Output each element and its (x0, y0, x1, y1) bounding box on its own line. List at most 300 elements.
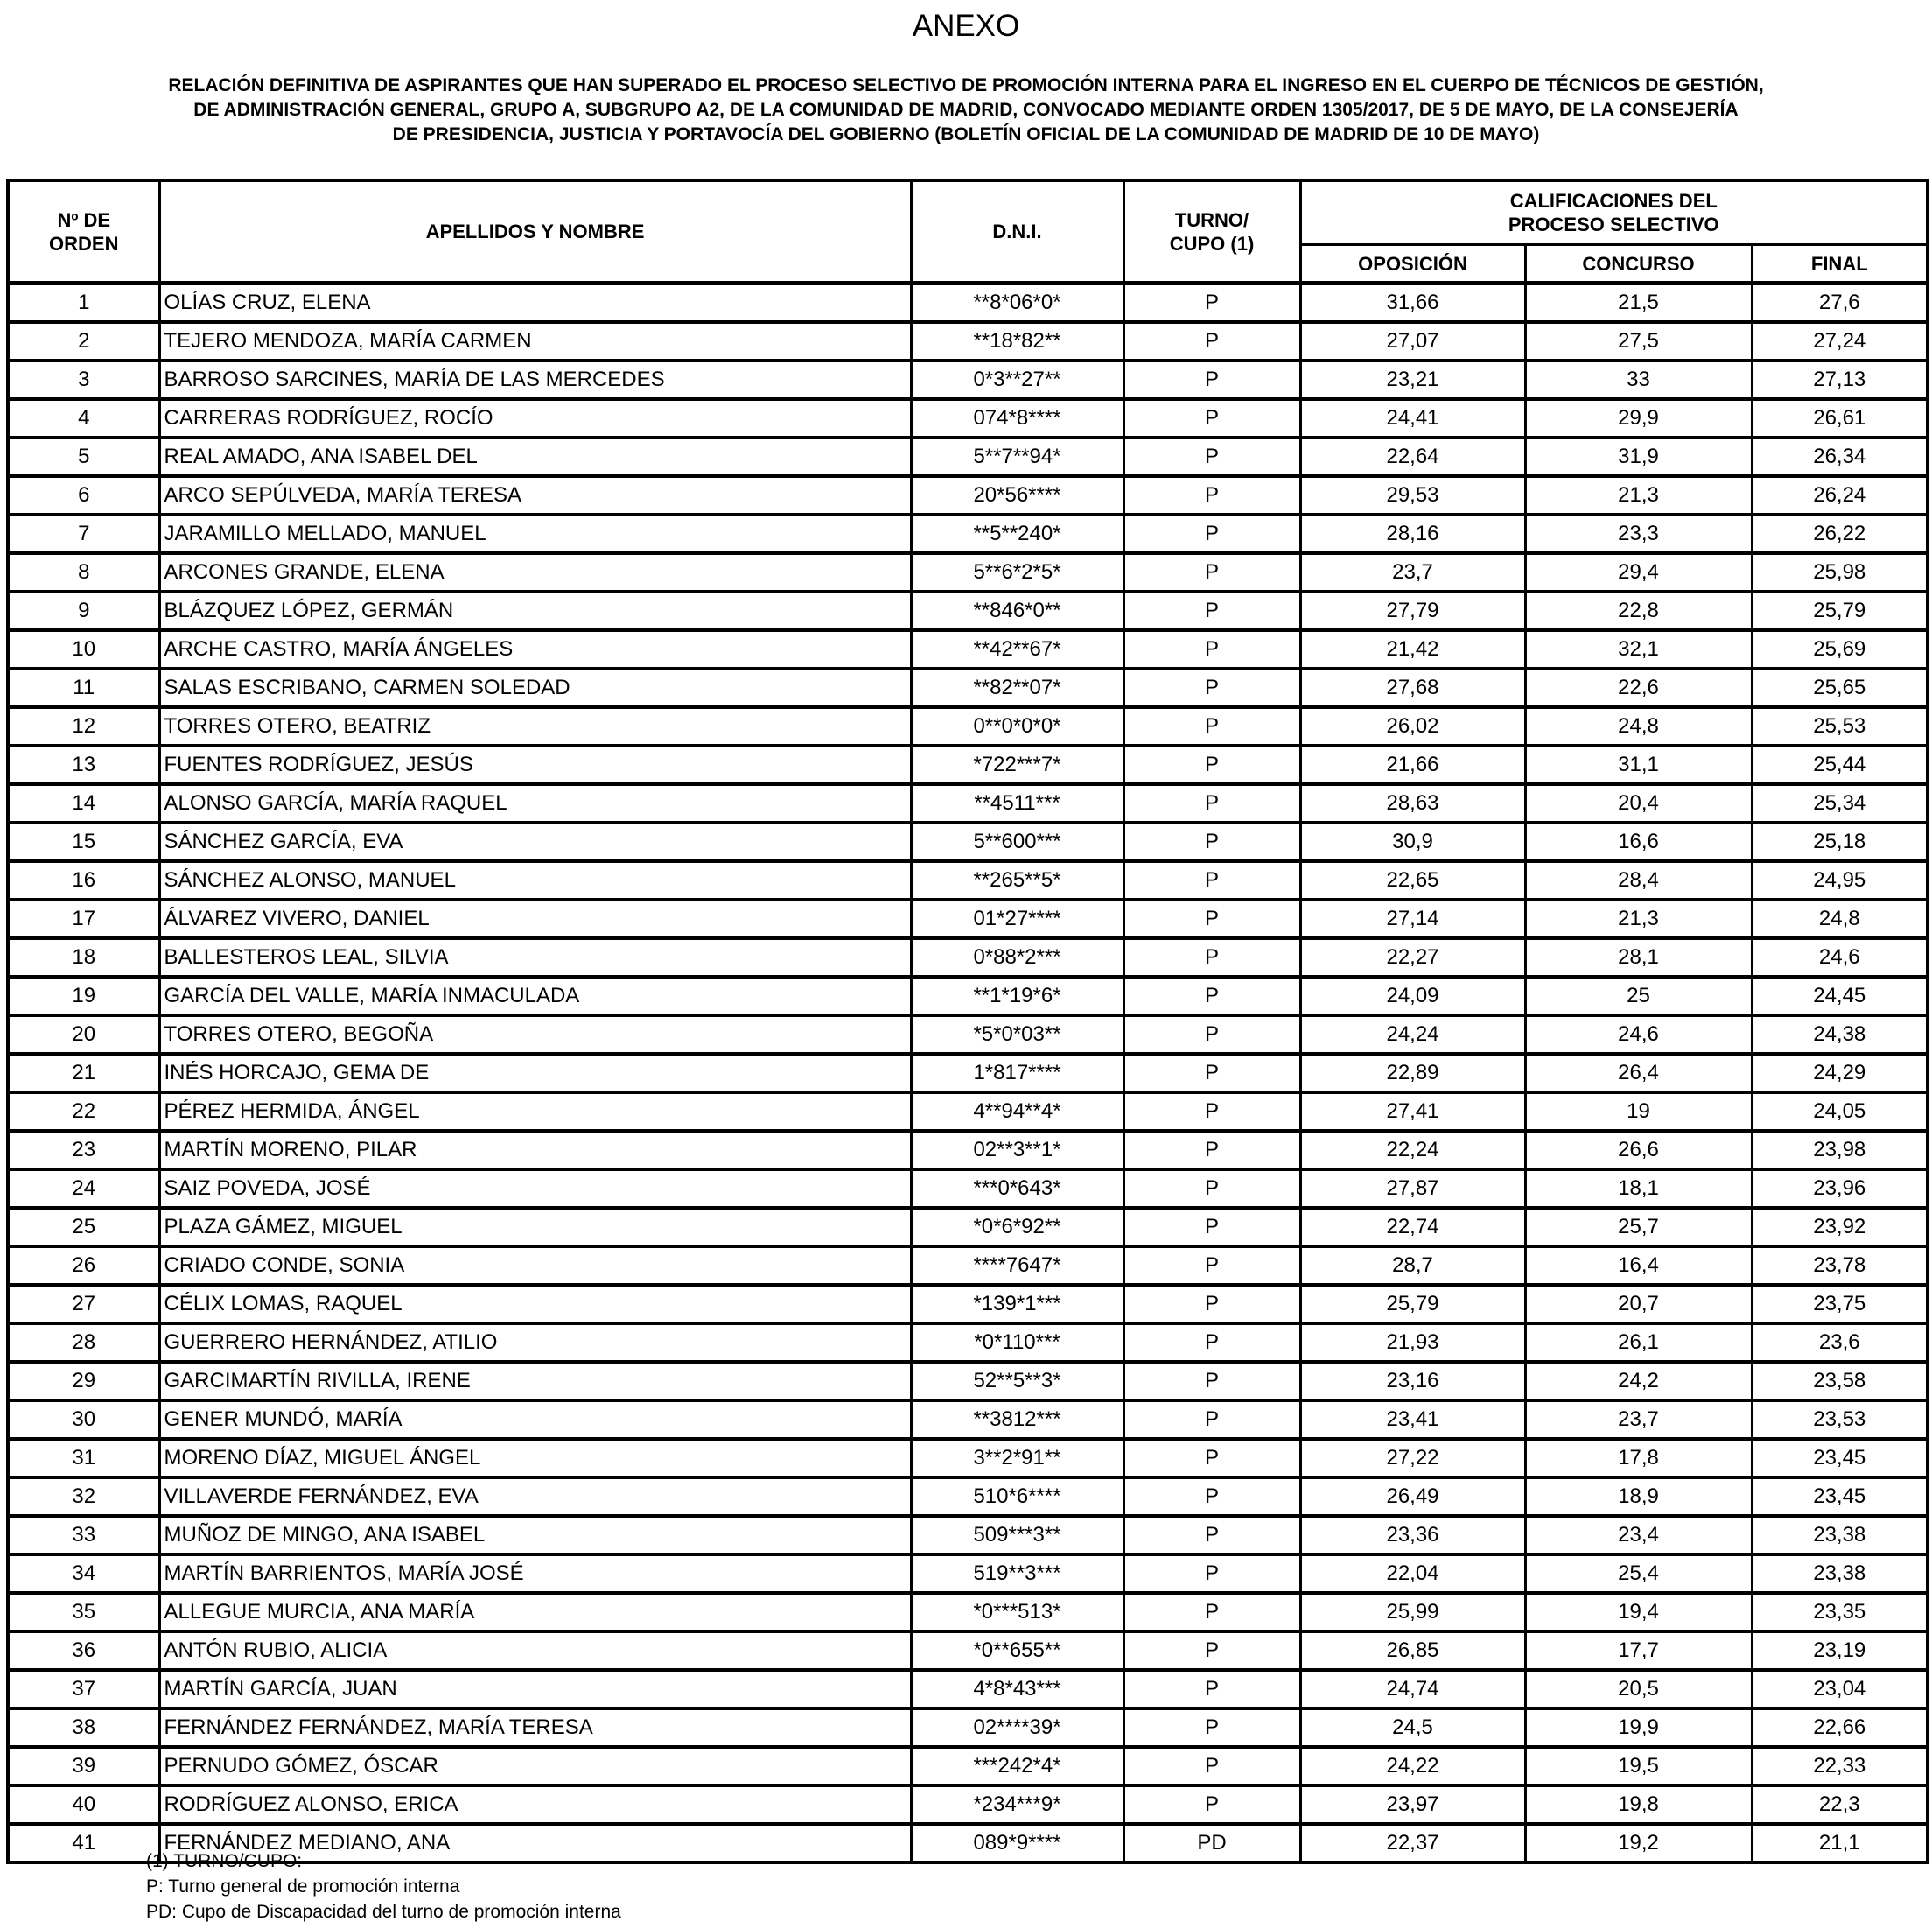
cell-dni: **1*19*6* (911, 977, 1124, 1015)
cell-nombre: ARCO SEPÚLVEDA, MARÍA TERESA (159, 476, 911, 515)
subtitle-line: RELACIÓN DEFINITIVA DE ASPIRANTES QUE HAN SUPERADO EL PROCESO SELECTIVO DE PROMOCIÓN INTERNA PARA EL INGRESO EN EL CUERPO DE TÉCNICOS DE GESTIÓN, (168, 75, 1764, 95)
cell-final: 22,66 (1752, 1708, 1928, 1747)
cell-final: 23,35 (1752, 1593, 1928, 1631)
cell-concurso: 31,9 (1525, 438, 1752, 476)
cell-turno: P (1124, 900, 1300, 938)
cell-concurso: 19,8 (1525, 1785, 1752, 1824)
table-row (8, 707, 1928, 746)
cell-dni: *139*1*** (911, 1285, 1124, 1323)
cell-nombre: FERNÁNDEZ FERNÁNDEZ, MARÍA TERESA (159, 1708, 911, 1747)
cell-turno: P (1124, 1323, 1300, 1362)
footnote-line: P: Turno general de promoción interna (146, 1876, 460, 1897)
cell-final: 23,38 (1752, 1554, 1928, 1593)
cell-orden: 17 (8, 900, 159, 938)
cell-concurso: 33 (1525, 361, 1752, 399)
cell-concurso: 21,3 (1525, 476, 1752, 515)
cell-orden: 29 (8, 1362, 159, 1400)
cell-dni: 20*56**** (911, 476, 1124, 515)
cell-turno: P (1124, 977, 1300, 1015)
cell-concurso: 21,5 (1525, 284, 1752, 323)
cell-turno: P (1124, 1747, 1300, 1785)
table-row (8, 977, 1928, 1015)
cell-final: 23,19 (1752, 1631, 1928, 1670)
cell-concurso: 26,4 (1525, 1054, 1752, 1092)
cell-orden: 35 (8, 1593, 159, 1631)
cell-turno: P (1124, 746, 1300, 784)
cell-concurso: 26,6 (1525, 1131, 1752, 1169)
cell-orden: 14 (8, 784, 159, 823)
table-row (8, 669, 1928, 707)
cell-dni: ***0*643* (911, 1169, 1124, 1208)
cell-dni: *0*110*** (911, 1323, 1124, 1362)
table-row (8, 399, 1928, 438)
cell-final: 23,58 (1752, 1362, 1928, 1400)
cell-dni: *0***513* (911, 1593, 1124, 1631)
document-subtitle (0, 74, 1932, 147)
cell-nombre: ARCONES GRANDE, ELENA (159, 553, 911, 592)
cell-oposicion: 25,79 (1300, 1285, 1525, 1323)
cell-final: 24,45 (1752, 977, 1928, 1015)
table-row (8, 1054, 1928, 1092)
cell-oposicion: 27,07 (1300, 322, 1525, 361)
cell-dni: **42**67* (911, 630, 1124, 669)
cell-turno: P (1124, 1400, 1300, 1439)
cell-concurso: 18,9 (1525, 1477, 1752, 1516)
cell-concurso: 24,6 (1525, 1015, 1752, 1054)
cell-oposicion: 28,7 (1300, 1246, 1525, 1285)
footnote-line: (1) TURNO/CUPO: (146, 1851, 303, 1871)
cell-oposicion: 21,42 (1300, 630, 1525, 669)
cell-orden: 8 (8, 553, 159, 592)
cell-dni: 509***3** (911, 1516, 1124, 1554)
cell-nombre: CRIADO CONDE, SONIA (159, 1246, 911, 1285)
cell-concurso: 25,7 (1525, 1208, 1752, 1246)
table-row (8, 1708, 1928, 1747)
cell-orden: 34 (8, 1554, 159, 1593)
cell-final: 25,98 (1752, 553, 1928, 592)
cell-nombre: JARAMILLO MELLADO, MANUEL (159, 515, 911, 553)
cell-orden: 19 (8, 977, 159, 1015)
cell-concurso: 32,1 (1525, 630, 1752, 669)
cell-nombre: BARROSO SARCINES, MARÍA DE LAS MERCEDES (159, 361, 911, 399)
header-nombre: APELLIDOS Y NOMBRE (159, 180, 911, 284)
table-row (8, 938, 1928, 977)
cell-turno: P (1124, 553, 1300, 592)
cell-final: 27,13 (1752, 361, 1928, 399)
cell-nombre: MARTÍN BARRIENTOS, MARÍA JOSÉ (159, 1554, 911, 1593)
cell-dni: 510*6**** (911, 1477, 1124, 1516)
cell-concurso: 24,8 (1525, 707, 1752, 746)
table-row (8, 1554, 1928, 1593)
cell-dni: *234***9* (911, 1785, 1124, 1824)
cell-nombre: TORRES OTERO, BEGOÑA (159, 1015, 911, 1054)
table-row (8, 592, 1928, 630)
cell-nombre: GARCIMARTÍN RIVILLA, IRENE (159, 1362, 911, 1400)
cell-turno: P (1124, 1362, 1300, 1400)
cell-dni: 52**5**3* (911, 1362, 1124, 1400)
cell-concurso: 19,2 (1525, 1824, 1752, 1862)
cell-dni: 5**6*2*5* (911, 553, 1124, 592)
cell-final: 25,53 (1752, 707, 1928, 746)
cell-orden: 24 (8, 1169, 159, 1208)
cell-orden: 32 (8, 1477, 159, 1516)
cell-turno: P (1124, 1785, 1300, 1824)
cell-concurso: 23,4 (1525, 1516, 1752, 1554)
cell-oposicion: 26,85 (1300, 1631, 1525, 1670)
cell-dni: **265**5* (911, 861, 1124, 900)
cell-nombre: MORENO DÍAZ, MIGUEL ÁNGEL (159, 1439, 911, 1477)
cell-nombre: TEJERO MENDOZA, MARÍA CARMEN (159, 322, 911, 361)
cell-final: 23,38 (1752, 1516, 1928, 1554)
cell-final: 26,61 (1752, 399, 1928, 438)
cell-final: 23,45 (1752, 1439, 1928, 1477)
page-title: ANEXO (912, 9, 1020, 43)
cell-orden: 3 (8, 361, 159, 399)
cell-oposicion: 22,24 (1300, 1131, 1525, 1169)
cell-oposicion: 26,02 (1300, 707, 1525, 746)
cell-nombre: INÉS HORCAJO, GEMA DE (159, 1054, 911, 1092)
table-row (8, 1208, 1928, 1246)
table-row (8, 1631, 1928, 1670)
cell-dni: **8*06*0* (911, 284, 1124, 323)
table-row (8, 630, 1928, 669)
cell-turno: P (1124, 669, 1300, 707)
cell-final: 27,6 (1752, 284, 1928, 323)
cell-turno: P (1124, 284, 1300, 323)
cell-turno: P (1124, 1708, 1300, 1747)
cell-oposicion: 24,41 (1300, 399, 1525, 438)
cell-oposicion: 24,09 (1300, 977, 1525, 1015)
cell-dni: 1*817**** (911, 1054, 1124, 1092)
cell-nombre: GUERRERO HERNÁNDEZ, ATILIO (159, 1323, 911, 1362)
cell-nombre: MARTÍN MORENO, PILAR (159, 1131, 911, 1169)
cell-dni: 4*8*43*** (911, 1670, 1124, 1708)
cell-nombre: REAL AMADO, ANA ISABEL DEL (159, 438, 911, 476)
cell-concurso: 28,4 (1525, 861, 1752, 900)
cell-concurso: 20,7 (1525, 1285, 1752, 1323)
cell-turno: P (1124, 1285, 1300, 1323)
cell-turno: P (1124, 1554, 1300, 1593)
cell-orden: 18 (8, 938, 159, 977)
cell-orden: 2 (8, 322, 159, 361)
cell-dni: ****7647* (911, 1246, 1124, 1285)
cell-nombre: ALLEGUE MURCIA, ANA MARÍA (159, 1593, 911, 1631)
cell-orden: 23 (8, 1131, 159, 1169)
cell-concurso: 25 (1525, 977, 1752, 1015)
cell-nombre: ALONSO GARCÍA, MARÍA RAQUEL (159, 784, 911, 823)
cell-turno: P (1124, 823, 1300, 861)
table-row (8, 1439, 1928, 1477)
table-row (8, 900, 1928, 938)
cell-orden: 10 (8, 630, 159, 669)
cell-turno: P (1124, 1169, 1300, 1208)
cell-dni: ***242*4* (911, 1747, 1124, 1785)
cell-orden: 40 (8, 1785, 159, 1824)
cell-dni: 0*3**27** (911, 361, 1124, 399)
table-row (8, 1747, 1928, 1785)
cell-nombre: GARCÍA DEL VALLE, MARÍA INMACULADA (159, 977, 911, 1015)
cell-concurso: 29,9 (1525, 399, 1752, 438)
cell-turno: P (1124, 476, 1300, 515)
cell-dni: **3812*** (911, 1400, 1124, 1439)
subtitle-line: DE PRESIDENCIA, JUSTICIA Y PORTAVOCÍA DEL GOBIERNO (BOLETÍN OFICIAL DE LA COMUNIDAD DE MADRID DE 10 DE MAYO) (392, 124, 1540, 144)
cell-oposicion: 23,21 (1300, 361, 1525, 399)
cell-final: 23,78 (1752, 1246, 1928, 1285)
cell-orden: 38 (8, 1708, 159, 1747)
cell-dni: 0**0*0*0* (911, 707, 1124, 746)
table-row (8, 1246, 1928, 1285)
cell-turno: P (1124, 1516, 1300, 1554)
cell-concurso: 19,5 (1525, 1747, 1752, 1785)
cell-orden: 4 (8, 399, 159, 438)
header-oposicion: OPOSICIÓN (1300, 245, 1525, 284)
cell-turno: P (1124, 322, 1300, 361)
cell-oposicion: 27,14 (1300, 900, 1525, 938)
cell-nombre: MARTÍN GARCÍA, JUAN (159, 1670, 911, 1708)
cell-dni: *5*0*03** (911, 1015, 1124, 1054)
cell-oposicion: 25,99 (1300, 1593, 1525, 1631)
table-row (8, 823, 1928, 861)
cell-nombre: SÁNCHEZ GARCÍA, EVA (159, 823, 911, 861)
cell-concurso: 16,6 (1525, 823, 1752, 861)
table-row (8, 438, 1928, 476)
cell-final: 26,34 (1752, 438, 1928, 476)
cell-nombre: BLÁZQUEZ LÓPEZ, GERMÁN (159, 592, 911, 630)
cell-final: 23,96 (1752, 1169, 1928, 1208)
cell-orden: 39 (8, 1747, 159, 1785)
cell-oposicion: 22,65 (1300, 861, 1525, 900)
cell-orden: 11 (8, 669, 159, 707)
cell-final: 24,8 (1752, 900, 1928, 938)
cell-oposicion: 24,5 (1300, 1708, 1525, 1747)
table-row (8, 1362, 1928, 1400)
cell-final: 23,53 (1752, 1400, 1928, 1439)
cell-oposicion: 23,7 (1300, 553, 1525, 592)
cell-orden: 16 (8, 861, 159, 900)
cell-final: 26,22 (1752, 515, 1928, 553)
cell-concurso: 17,8 (1525, 1439, 1752, 1477)
cell-turno: P (1124, 630, 1300, 669)
cell-oposicion: 23,36 (1300, 1516, 1525, 1554)
cell-nombre: FUENTES RODRÍGUEZ, JESÚS (159, 746, 911, 784)
cell-concurso: 24,2 (1525, 1362, 1752, 1400)
cell-turno: P (1124, 1092, 1300, 1131)
cell-dni: 0*88*2*** (911, 938, 1124, 977)
cell-oposicion: 24,74 (1300, 1670, 1525, 1708)
cell-concurso: 23,3 (1525, 515, 1752, 553)
cell-oposicion: 29,53 (1300, 476, 1525, 515)
cell-orden: 33 (8, 1516, 159, 1554)
cell-turno: PD (1124, 1824, 1300, 1862)
cell-final: 21,1 (1752, 1824, 1928, 1862)
cell-concurso: 16,4 (1525, 1246, 1752, 1285)
table-row (8, 1477, 1928, 1516)
table-row (8, 1785, 1928, 1824)
cell-nombre: MUÑOZ DE MINGO, ANA ISABEL (159, 1516, 911, 1554)
cell-nombre: TORRES OTERO, BEATRIZ (159, 707, 911, 746)
cell-concurso: 19,9 (1525, 1708, 1752, 1747)
cell-final: 27,24 (1752, 322, 1928, 361)
cell-final: 25,69 (1752, 630, 1928, 669)
cell-final: 23,6 (1752, 1323, 1928, 1362)
cell-nombre: PLAZA GÁMEZ, MIGUEL (159, 1208, 911, 1246)
cell-orden: 27 (8, 1285, 159, 1323)
cell-concurso: 20,5 (1525, 1670, 1752, 1708)
cell-final: 25,18 (1752, 823, 1928, 861)
table-row (8, 1285, 1928, 1323)
cell-oposicion: 22,37 (1300, 1824, 1525, 1862)
cell-orden: 6 (8, 476, 159, 515)
cell-nombre: ÁLVAREZ VIVERO, DANIEL (159, 900, 911, 938)
table-row (8, 476, 1928, 515)
cell-dni: 074*8**** (911, 399, 1124, 438)
cell-nombre: CÉLIX LOMAS, RAQUEL (159, 1285, 911, 1323)
cell-concurso: 19 (1525, 1092, 1752, 1131)
cell-final: 24,38 (1752, 1015, 1928, 1054)
header-orden: Nº DE ORDEN (8, 180, 159, 284)
cell-orden: 21 (8, 1054, 159, 1092)
table-row (8, 1516, 1928, 1554)
cell-concurso: 22,8 (1525, 592, 1752, 630)
cell-turno: P (1124, 861, 1300, 900)
cell-orden: 28 (8, 1323, 159, 1362)
cell-dni: 02**3**1* (911, 1131, 1124, 1169)
cell-orden: 30 (8, 1400, 159, 1439)
cell-nombre: SÁNCHEZ ALONSO, MANUEL (159, 861, 911, 900)
cell-concurso: 19,4 (1525, 1593, 1752, 1631)
cell-dni: 089*9**** (911, 1824, 1124, 1862)
cell-nombre: GENER MUNDÓ, MARÍA (159, 1400, 911, 1439)
cell-dni: *0**655** (911, 1631, 1124, 1670)
table-row (8, 746, 1928, 784)
table-row (8, 1670, 1928, 1708)
cell-dni: 5**7**94* (911, 438, 1124, 476)
cell-orden: 26 (8, 1246, 159, 1285)
cell-turno: P (1124, 707, 1300, 746)
cell-oposicion: 27,79 (1300, 592, 1525, 630)
header-dni: D.N.I. (911, 180, 1124, 284)
cell-dni: 3**2*91** (911, 1439, 1124, 1477)
cell-oposicion: 24,24 (1300, 1015, 1525, 1054)
cell-oposicion: 27,41 (1300, 1092, 1525, 1131)
cell-turno: P (1124, 1670, 1300, 1708)
cell-oposicion: 31,66 (1300, 284, 1525, 323)
cell-orden: 1 (8, 284, 159, 323)
cell-oposicion: 23,41 (1300, 1400, 1525, 1439)
cell-orden: 5 (8, 438, 159, 476)
cell-final: 24,95 (1752, 861, 1928, 900)
cell-oposicion: 23,16 (1300, 1362, 1525, 1400)
cell-oposicion: 27,68 (1300, 669, 1525, 707)
cell-final: 22,3 (1752, 1785, 1928, 1824)
cell-turno: P (1124, 592, 1300, 630)
cell-concurso: 29,4 (1525, 553, 1752, 592)
cell-nombre: PERNUDO GÓMEZ, ÓSCAR (159, 1747, 911, 1785)
table-row (8, 1593, 1928, 1631)
cell-oposicion: 30,9 (1300, 823, 1525, 861)
header-turno: TURNO/ CUPO (1) (1124, 180, 1300, 284)
cell-nombre: ANTÓN RUBIO, ALICIA (159, 1631, 911, 1670)
cell-turno: P (1124, 1631, 1300, 1670)
cell-oposicion: 21,93 (1300, 1323, 1525, 1362)
cell-concurso: 31,1 (1525, 746, 1752, 784)
cell-oposicion: 28,16 (1300, 515, 1525, 553)
cell-nombre: CARRERAS RODRÍGUEZ, ROCÍO (159, 399, 911, 438)
cell-turno: P (1124, 399, 1300, 438)
cell-orden: 25 (8, 1208, 159, 1246)
cell-oposicion: 22,64 (1300, 438, 1525, 476)
footnotes (146, 1848, 621, 1925)
cell-final: 24,05 (1752, 1092, 1928, 1131)
table-row (8, 861, 1928, 900)
cell-dni: **82**07* (911, 669, 1124, 707)
table-row (8, 1015, 1928, 1054)
cell-concurso: 25,4 (1525, 1554, 1752, 1593)
cell-turno: P (1124, 438, 1300, 476)
cell-turno: P (1124, 784, 1300, 823)
cell-dni: 519**3*** (911, 1554, 1124, 1593)
cell-turno: P (1124, 1015, 1300, 1054)
cell-oposicion: 22,74 (1300, 1208, 1525, 1246)
cell-oposicion: 28,63 (1300, 784, 1525, 823)
cell-concurso: 18,1 (1525, 1169, 1752, 1208)
cell-turno: P (1124, 1477, 1300, 1516)
cell-turno: P (1124, 1131, 1300, 1169)
cell-final: 23,45 (1752, 1477, 1928, 1516)
cell-oposicion: 27,22 (1300, 1439, 1525, 1477)
cell-nombre: FERNÁNDEZ MEDIANO, ANA (159, 1824, 911, 1862)
table-row (8, 322, 1928, 361)
cell-nombre: BALLESTEROS LEAL, SILVIA (159, 938, 911, 977)
header-concurso: CONCURSO (1525, 245, 1752, 284)
cell-oposicion: 21,66 (1300, 746, 1525, 784)
cell-turno: P (1124, 1054, 1300, 1092)
cell-turno: P (1124, 938, 1300, 977)
cell-concurso: 20,4 (1525, 784, 1752, 823)
cell-concurso: 26,1 (1525, 1323, 1752, 1362)
subtitle-line: DE ADMINISTRACIÓN GENERAL, GRUPO A, SUBGRUPO A2, DE LA COMUNIDAD DE MADRID, CONVOCADO MEDIANTE ORDEN 1305/2017, DE 5 DE MAYO, DE LA CONSEJERÍA (193, 100, 1739, 120)
cell-dni: *0*6*92** (911, 1208, 1124, 1246)
cell-final: 25,79 (1752, 592, 1928, 630)
cell-orden: 37 (8, 1670, 159, 1708)
cell-orden: 41 (8, 1824, 159, 1862)
results-table (6, 179, 1929, 1864)
cell-nombre: SAIZ POVEDA, JOSÉ (159, 1169, 911, 1208)
cell-dni: 02****39* (911, 1708, 1124, 1747)
cell-oposicion: 22,27 (1300, 938, 1525, 977)
cell-dni: **4511*** (911, 784, 1124, 823)
cell-dni: 4**94**4* (911, 1092, 1124, 1131)
cell-dni: 01*27**** (911, 900, 1124, 938)
table-row (8, 515, 1928, 553)
cell-oposicion: 22,89 (1300, 1054, 1525, 1092)
cell-final: 24,29 (1752, 1054, 1928, 1092)
cell-oposicion: 24,22 (1300, 1747, 1525, 1785)
table-row (8, 1092, 1928, 1131)
cell-dni: **18*82** (911, 322, 1124, 361)
table-row (8, 1169, 1928, 1208)
cell-nombre: SALAS ESCRIBANO, CARMEN SOLEDAD (159, 669, 911, 707)
cell-orden: 12 (8, 707, 159, 746)
cell-oposicion: 22,04 (1300, 1554, 1525, 1593)
table-row (8, 1400, 1928, 1439)
header-calificaciones: CALIFICACIONES DEL PROCESO SELECTIVO (1300, 180, 1928, 245)
cell-dni: **5**240* (911, 515, 1124, 553)
cell-final: 26,24 (1752, 476, 1928, 515)
cell-final: 25,65 (1752, 669, 1928, 707)
cell-final: 24,6 (1752, 938, 1928, 977)
cell-concurso: 23,7 (1525, 1400, 1752, 1439)
